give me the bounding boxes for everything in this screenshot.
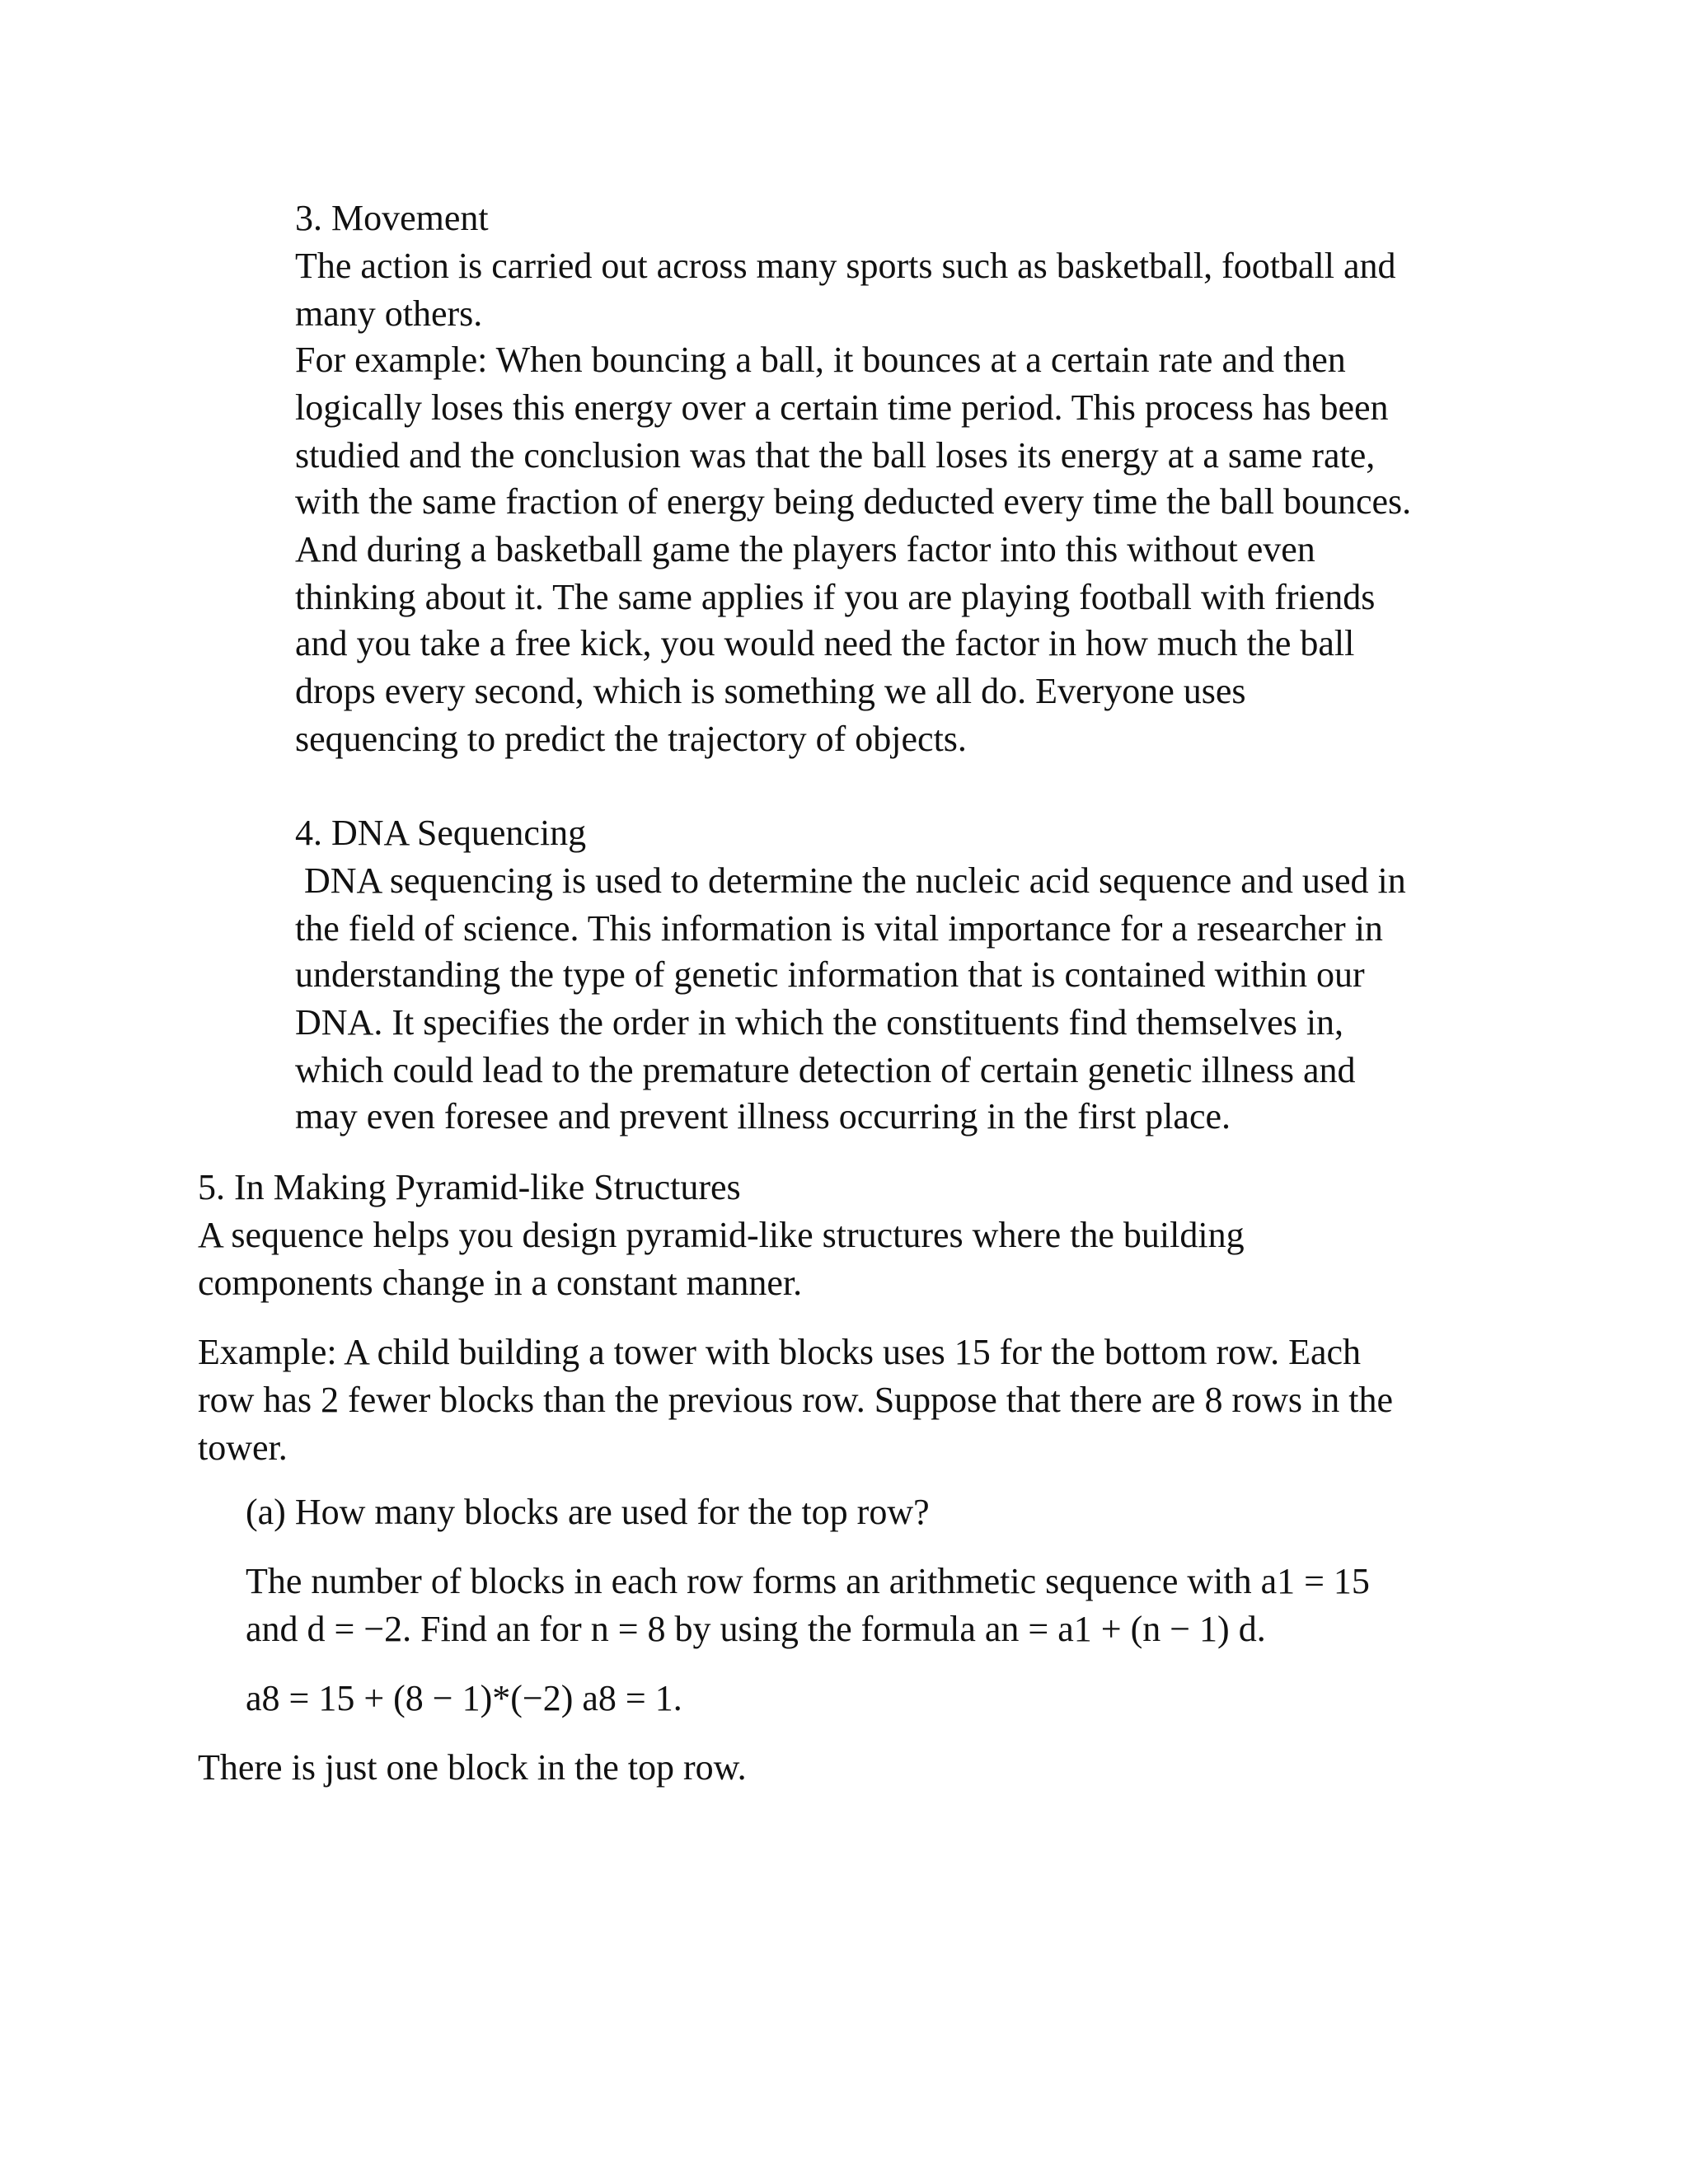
paragraph-line: the field of science. This information is vital importance for a researcher in — [295, 908, 1383, 949]
paragraph-line: For example: When bouncing a ball, it bounces at a certain rate and then — [295, 340, 1346, 380]
paragraph-line: understanding the type of genetic information that is contained within our — [295, 954, 1365, 995]
example-line: row has 2 fewer blocks than the previous row. Suppose that there are 8 rows in the — [198, 1380, 1393, 1420]
paragraph-line: may even foresee and prevent illness occurring in the first place. — [295, 1096, 1231, 1137]
paragraph-line: logically loses this energy over a certain time period. This process has been — [295, 387, 1389, 428]
paragraph-line: thinking about it. The same applies if you are playing football with friends — [295, 577, 1376, 617]
paragraph-line: DNA sequencing is used to determine the nucleic acid sequence and used in — [295, 860, 1406, 901]
paragraph-line: studied and the conclusion was that the ball loses its energy at a same rate, — [295, 435, 1376, 476]
paragraph-line: DNA. It specifies the order in which the constituents find themselves in, — [295, 1002, 1344, 1043]
paragraph-line: A sequence helps you design pyramid-like structures where the building — [198, 1215, 1245, 1255]
paragraph-line: and you take a free kick, you would need the factor in how much the ball — [295, 623, 1355, 663]
example-line: tower. — [198, 1427, 288, 1468]
section-heading: 4. DNA Sequencing — [295, 813, 587, 853]
answer-line: and d = −2. Find an for n = 8 by using the formula an = a1 + (n − 1) d. — [246, 1609, 1266, 1649]
paragraph-line: components change in a constant manner. — [198, 1263, 803, 1303]
question-text: (a) How many blocks are used for the top row? — [246, 1492, 930, 1532]
paragraph-line: many others. — [295, 293, 483, 334]
calculation-line: a8 = 15 + (8 − 1)*(−2) a8 = 1. — [246, 1678, 682, 1718]
paragraph-line: with the same fraction of energy being deducted every time the ball bounces. — [295, 481, 1412, 522]
paragraph-line: The action is carried out across many sports such as basketball, football and — [295, 246, 1396, 286]
example-line: Example: A child building a tower with blocks uses 15 for the bottom row. Each — [198, 1332, 1362, 1372]
conclusion-text: There is just one block in the top row. — [198, 1747, 747, 1788]
answer-line: The number of blocks in each row forms an arithmetic sequence with a1 = 15 — [246, 1561, 1370, 1601]
paragraph-line: which could lead to the premature detection of certain genetic illness and — [295, 1050, 1356, 1090]
paragraph-line: sequencing to predict the trajectory of objects. — [295, 719, 967, 759]
section-heading: 5. In Making Pyramid-like Structures — [198, 1167, 741, 1207]
paragraph-line: drops every second, which is something we all do. Everyone uses — [295, 671, 1246, 711]
section-heading: 3. Movement — [295, 198, 489, 238]
paragraph-line: And during a basketball game the players factor into this without even — [295, 529, 1315, 569]
